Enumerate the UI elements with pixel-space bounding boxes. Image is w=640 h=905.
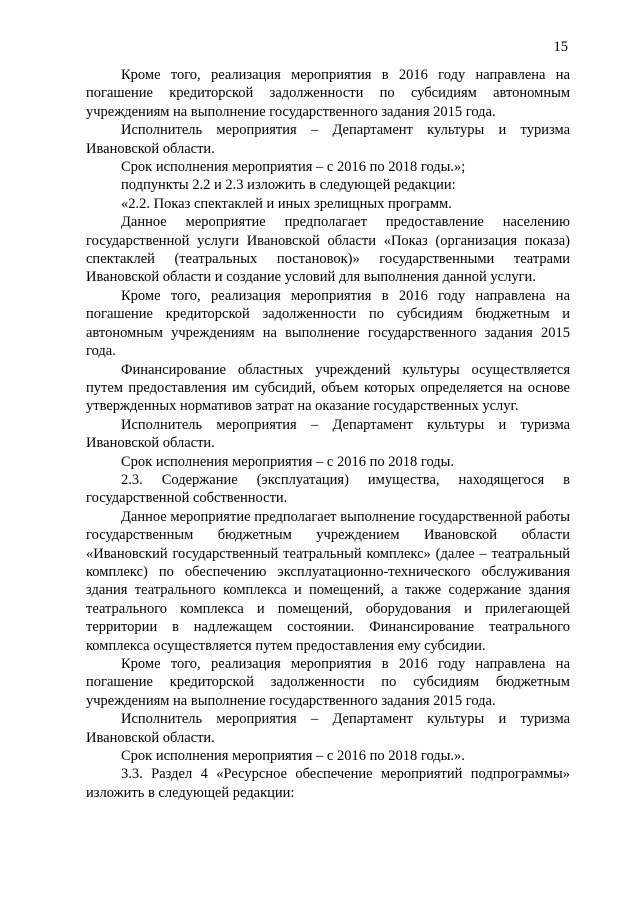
paragraph-executor: Исполнитель мероприятия – Департамент культуры и туризма Ивановской области. (86, 122, 570, 157)
paragraph-section-3-3: 3.3. Раздел 4 «Ресурсное обеспечение мероприятий подпрограммы» изложить в следующей редакции: (86, 766, 570, 801)
paragraph-executor: Исполнитель мероприятия – Департамент культуры и туризма Ивановской области. (86, 416, 570, 452)
paragraph-theatre-complex-description: Данное мероприятие предполагает выполнение государственной работы государственным бюджетным учреждением Ивановской области «Ивановский государственный театральный комплекс» (далее – театральный комплекс) по обеспечению эксплуатационно-технического обслуживания здания театрального комплекса и помещений, а также содержание здания театрального комплекса и помещений, оборудования и прилегающей территории в надлежащем состоянии. Финансирование театрального комплекса осуществляется путем предоставления ему субсидии. (86, 508, 570, 654)
paragraph-funding-2015-budget-institutions: Кроме того, реализация мероприятия в 2016 году направлена на погашение кредиторской задолженности по субсидиям бюджетным учреждениям на выполнение государственного задания 2015 года. (86, 656, 570, 709)
paragraph-heading-2-3: 2.3. Содержание (эксплуатация) имущества, находящегося в государственной собственности. (86, 471, 570, 507)
paragraph-service-description: Данное мероприятие предполагает предоставление населению государственной услуги Ивановской области «Показ (организация показа) спектаклей (театральных постановок)» государственными театрами Ивановской области и создание условий для выполнения данной услуги. (86, 214, 570, 286)
paragraph-heading-2-2: «2.2. Показ спектаклей и иных зрелищных программ. (121, 195, 452, 212)
paragraph-deadline: Срок исполнения мероприятия – с 2016 по 2018 годы.». (121, 748, 465, 765)
page-number: 15 (553, 39, 568, 55)
paragraph-executor: Исполнитель мероприятия – Департамент культуры и туризма Ивановской области. (86, 711, 570, 746)
document-body (86, 66, 570, 802)
paragraph-financing: Финансирование областных учреждений культуры осуществляется путем предоставления им субсидий, объем которых определяется на основе утвержденных нормативов затрат на оказание государственных услуг. (86, 361, 570, 415)
paragraph-funding-2015-budget: Кроме того, реализация мероприятия в 2016 году направлена на погашение кредиторской задолженности по субсидиям бюджетным и автономным учреждениям на выполнение государственного задания 2015 года. (86, 287, 570, 360)
paragraph-funding-2015-autonomous: Кроме того, реализация мероприятия в 2016 году направлена на погашение кредиторской задолженности по субсидиям автономным учреждениям на выполнение государственного задания 2015 года. (86, 67, 570, 120)
paragraph-subclauses-intro: подпункты 2.2 и 2.3 изложить в следующей редакции: (121, 177, 456, 194)
paragraph-deadline: Срок исполнения мероприятия – с 2016 по 2018 годы.»; (121, 159, 466, 176)
paragraph-deadline: Срок исполнения мероприятия – с 2016 по 2018 годы. (121, 453, 455, 470)
